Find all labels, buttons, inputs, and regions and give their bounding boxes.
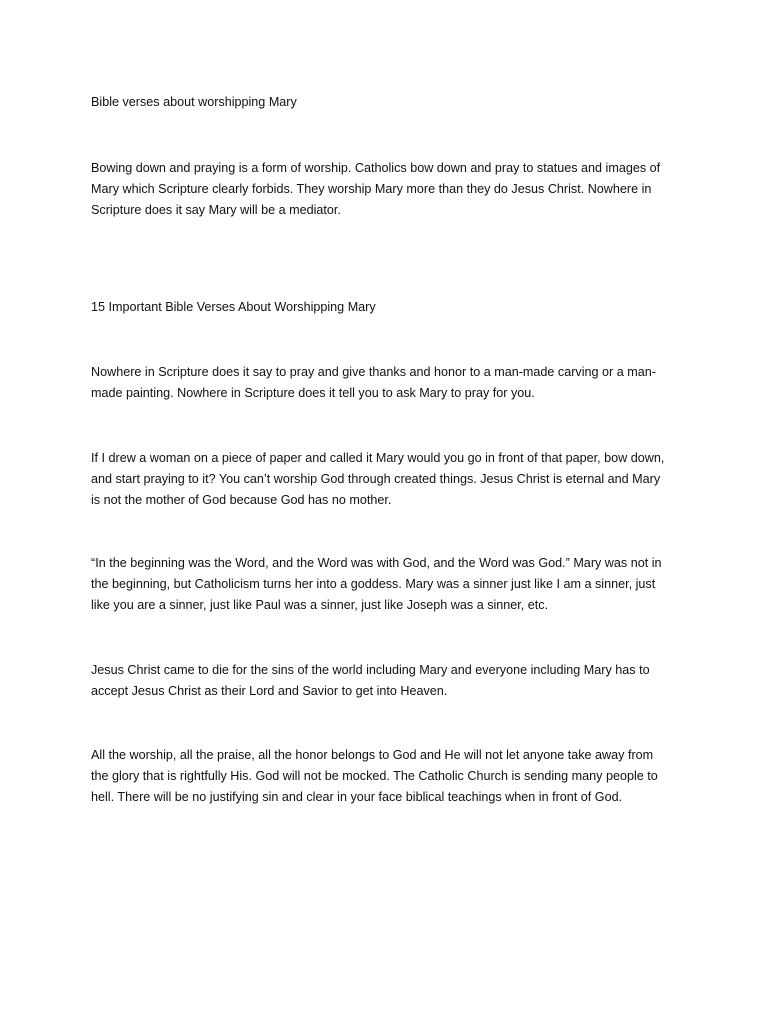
paragraph-1: Nowhere in Scripture does it say to pray and give thanks and honor to a man-made carving or a man-made painting. Nowhere in Scripture does it tell you to ask Mary to pray for you. (91, 365, 656, 400)
document-title: Bible verses about worshipping Mary (91, 95, 297, 109)
intro-paragraph: Bowing down and praying is a form of worship. Catholics bow down and pray to statues and images of Mary which Scripture clearly forbids. They worship Mary more than they do Jesus Christ. Nowhere in Scripture does it say Mary will be a mediator. (91, 161, 661, 217)
section-heading: 15 Important Bible Verses About Worshipping Mary (91, 300, 376, 314)
paragraph-4: Jesus Christ came to die for the sins of the world including Mary and everyone including Mary has to accept Jesus Christ as their Lord and Savior to get into Heaven. (91, 663, 650, 698)
paragraph-5: All the worship, all the praise, all the honor belongs to God and He will not let anyone take away from the glory that is rightfully His. God will not be mocked. The Catholic Church is sending many people to hell. There will be no justifying sin and clear in your face biblical teachings when in front of God. (91, 748, 658, 804)
paragraph-3: “In the beginning was the Word, and the Word was with God, and the Word was God.” Mary was not in the beginning, but Catholicism turns her into a goddess. Mary was a sinner just like I am a sinner, just like you are a sinner, just like Paul was a sinner, just like Joseph was a sinner, etc. (91, 556, 662, 612)
paragraph-2: If I drew a woman on a piece of paper and called it Mary would you go in front of that paper, bow down, and start praying to it? You can’t worship God through created things. Jesus Christ is eternal and Mary is not the mother of God because God has no mother. (91, 451, 665, 507)
